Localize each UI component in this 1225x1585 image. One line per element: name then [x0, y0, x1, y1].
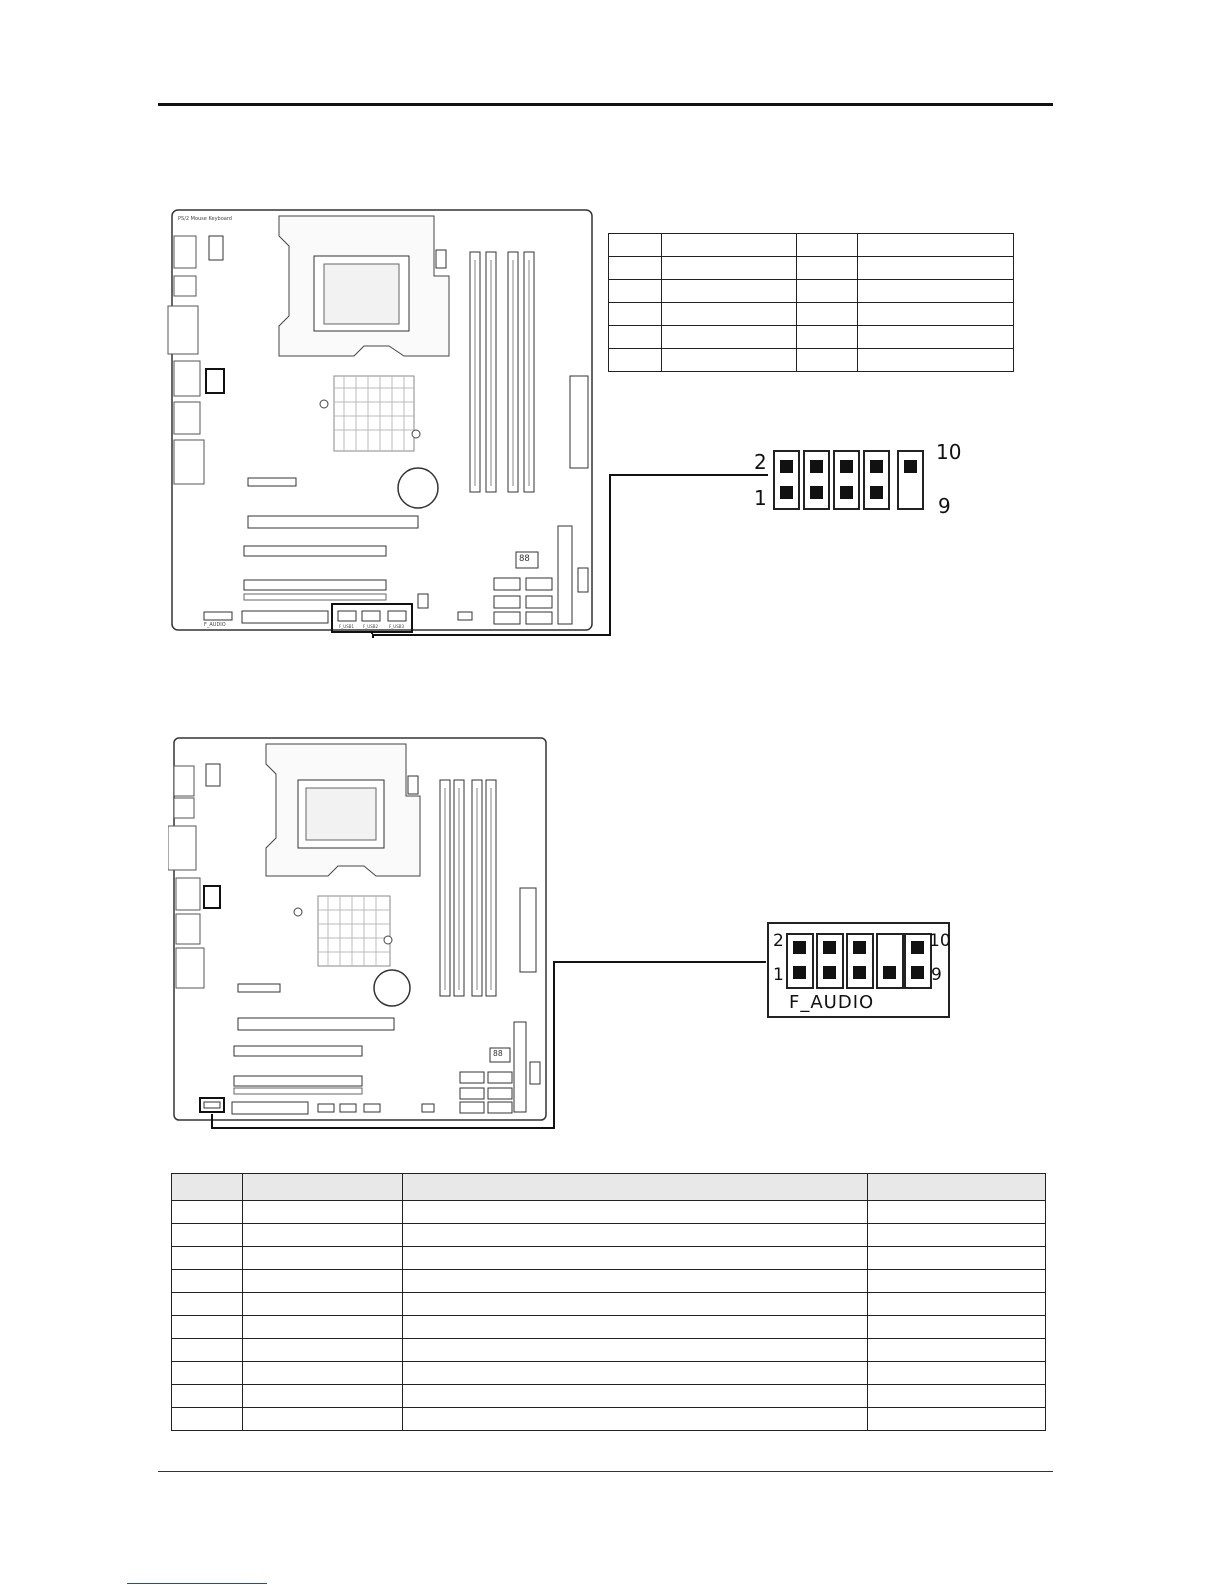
- table-row: [609, 280, 1014, 303]
- pin-label-10: 10: [929, 931, 951, 951]
- footer-link-underline[interactable]: [127, 1583, 267, 1584]
- pin-label-2: 2: [773, 931, 784, 951]
- top-rule: [158, 103, 1053, 106]
- label-f-usb2: F_USB2: [363, 624, 379, 629]
- callout-line-1: [370, 470, 770, 645]
- table-row: [172, 1224, 1046, 1247]
- label-debug-led: 88: [519, 554, 530, 564]
- table-header-row: [172, 1174, 1046, 1201]
- usb-pin-header-diagram: [750, 440, 970, 520]
- pin-table-2: [171, 1173, 1046, 1431]
- table-row: [609, 234, 1014, 257]
- table-row: [172, 1408, 1046, 1431]
- pin-label-1: 1: [773, 965, 784, 985]
- pin-label-2: 2: [754, 450, 767, 474]
- table-row: [609, 303, 1014, 326]
- pin-table-1: [608, 233, 1014, 372]
- table-row: [609, 257, 1014, 280]
- label-f-usb1: F_USB1: [339, 624, 355, 629]
- label-f-audio: F_AUDIO: [204, 622, 226, 628]
- label-debug-led-2: 88: [493, 1049, 503, 1058]
- bottom-rule: [158, 1471, 1053, 1472]
- table-row: [609, 326, 1014, 349]
- label-ps2: PS/2 Mouse Keyboard: [178, 216, 232, 222]
- header-name: F_AUDIO: [789, 992, 875, 1013]
- table-row: [172, 1270, 1046, 1293]
- pin-label-1: 1: [754, 486, 767, 510]
- audio-pin-header: [769, 924, 952, 994]
- table-row: [172, 1201, 1046, 1224]
- table-row: [172, 1247, 1046, 1270]
- table-row: [172, 1339, 1046, 1362]
- pin-label-9: 9: [938, 494, 951, 518]
- table-row: [172, 1362, 1046, 1385]
- table-row: [609, 349, 1014, 372]
- pin-label-9: 9: [931, 965, 942, 985]
- audio-pin-header-diagram: [767, 922, 950, 1018]
- pin-label-10: 10: [936, 440, 962, 464]
- table-row: [172, 1316, 1046, 1339]
- callout-line-2: [208, 954, 768, 1134]
- table-row: [172, 1385, 1046, 1408]
- label-f-usb3: F_USB3: [389, 624, 405, 629]
- table-row: [172, 1293, 1046, 1316]
